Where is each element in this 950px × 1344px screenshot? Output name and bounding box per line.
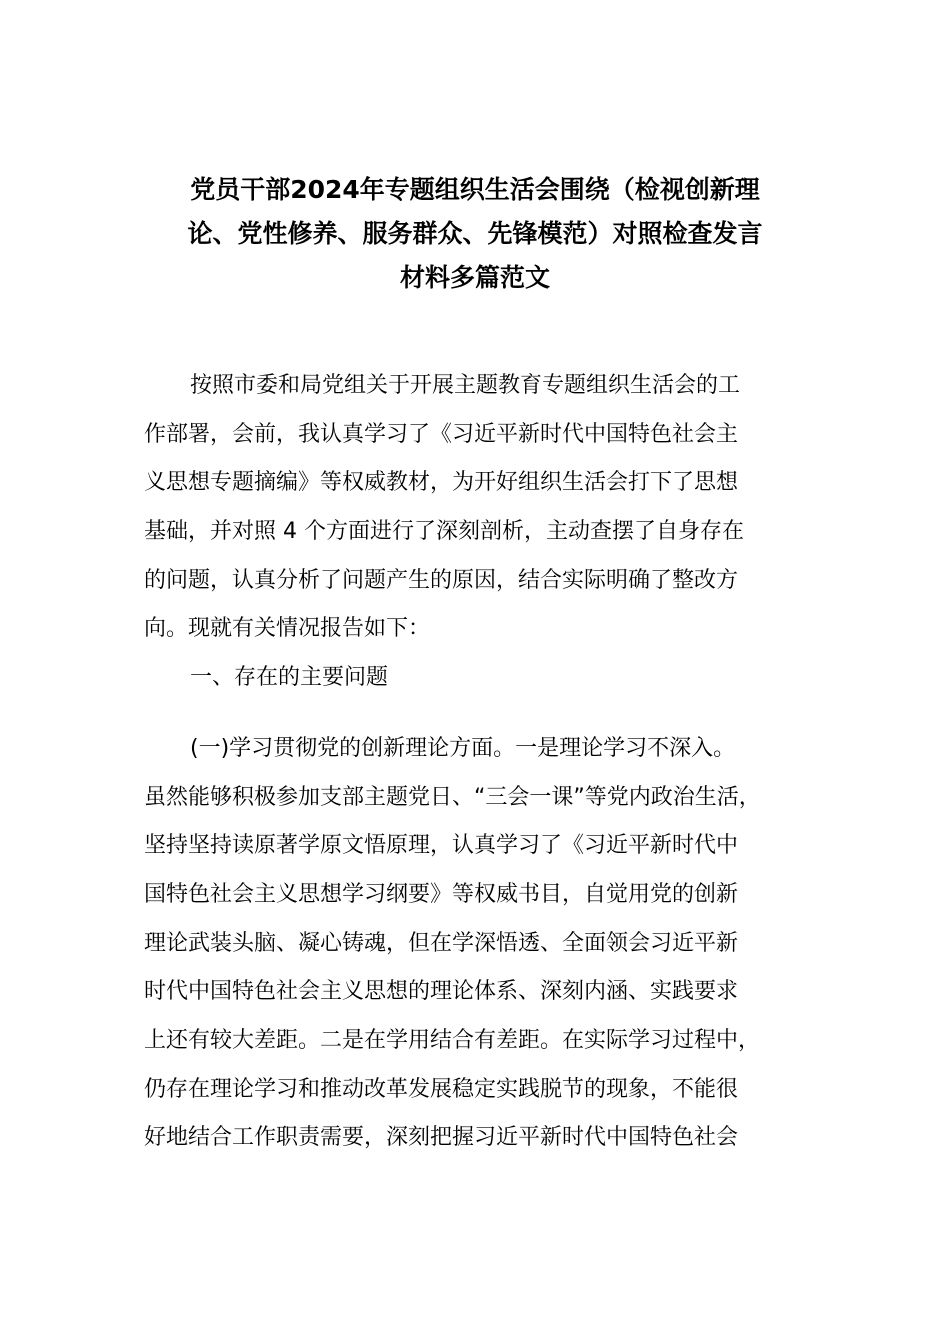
section-paragraph (144, 725, 814, 1163)
paragraph-line: 义思想专题摘编》等权威教材，为开好组织生活会打下了思想 (144, 470, 739, 496)
paragraph-line: 时代中国特色社会主义思想的理论体系、深刻内涵、实践要求 (144, 979, 739, 1005)
title-line: 材料多篇范文 (399, 263, 550, 292)
document-title (140, 168, 810, 300)
paragraph-spacer (144, 703, 814, 725)
paragraph-line: 仍存在理论学习和推动改革发展稳定实践脱节的现象，不能很 (144, 1076, 739, 1102)
section-heading: 一、存在的主要问题 (190, 665, 389, 691)
intro-paragraph (144, 362, 814, 654)
title-line: 论、党性修养、服务群众、先锋模范）对照检查发言 (187, 219, 763, 248)
paragraph-line: 的问题，认真分析了问题产生的原因，结合实际明确了整改方 (144, 567, 739, 593)
paragraph-line: 好地结合工作职责需要，深刻把握习近平新时代中国特色社会 (144, 1125, 739, 1151)
paragraph-line: 基础，并对照 4 个方面进行了深刻剖析，主动查摆了自身存在 (144, 519, 744, 545)
paragraph-line: (一)学习贯彻党的创新理论方面。一是理论学习不深入。 (190, 735, 736, 761)
paragraph-line: 向。现就有关情况报告如下： (144, 616, 431, 642)
paragraph-line: 坚持坚持读原著学原文悟原理，认真学习了《习近平新时代中 (144, 833, 739, 859)
paragraph-line: 按照市委和局党组关于开展主题教育专题组织生活会的工 (190, 373, 741, 398)
paragraph-line: 国特色社会主义思想学习纲要》等权威书目，自觉用党的创新 (144, 881, 739, 907)
paragraph-line: 虽然能够积极参加支部主题党日、“三会一课”等党内政治生活， (144, 784, 761, 810)
document-body (144, 362, 814, 1163)
title-line: 党员干部2024年专题组织生活会围绕（检视创新理 (190, 175, 760, 204)
paragraph-line: 作部署，会前，我认真学习了《习近平新时代中国特色社会主 (144, 421, 739, 447)
paragraph-line: 上还有较大差距。二是在学用结合有差距。在实际学习过程中， (144, 1027, 761, 1053)
paragraph-line: 理论武装头脑、凝心铸魂，但在学深悟透、全面领会习近平新 (144, 930, 739, 956)
